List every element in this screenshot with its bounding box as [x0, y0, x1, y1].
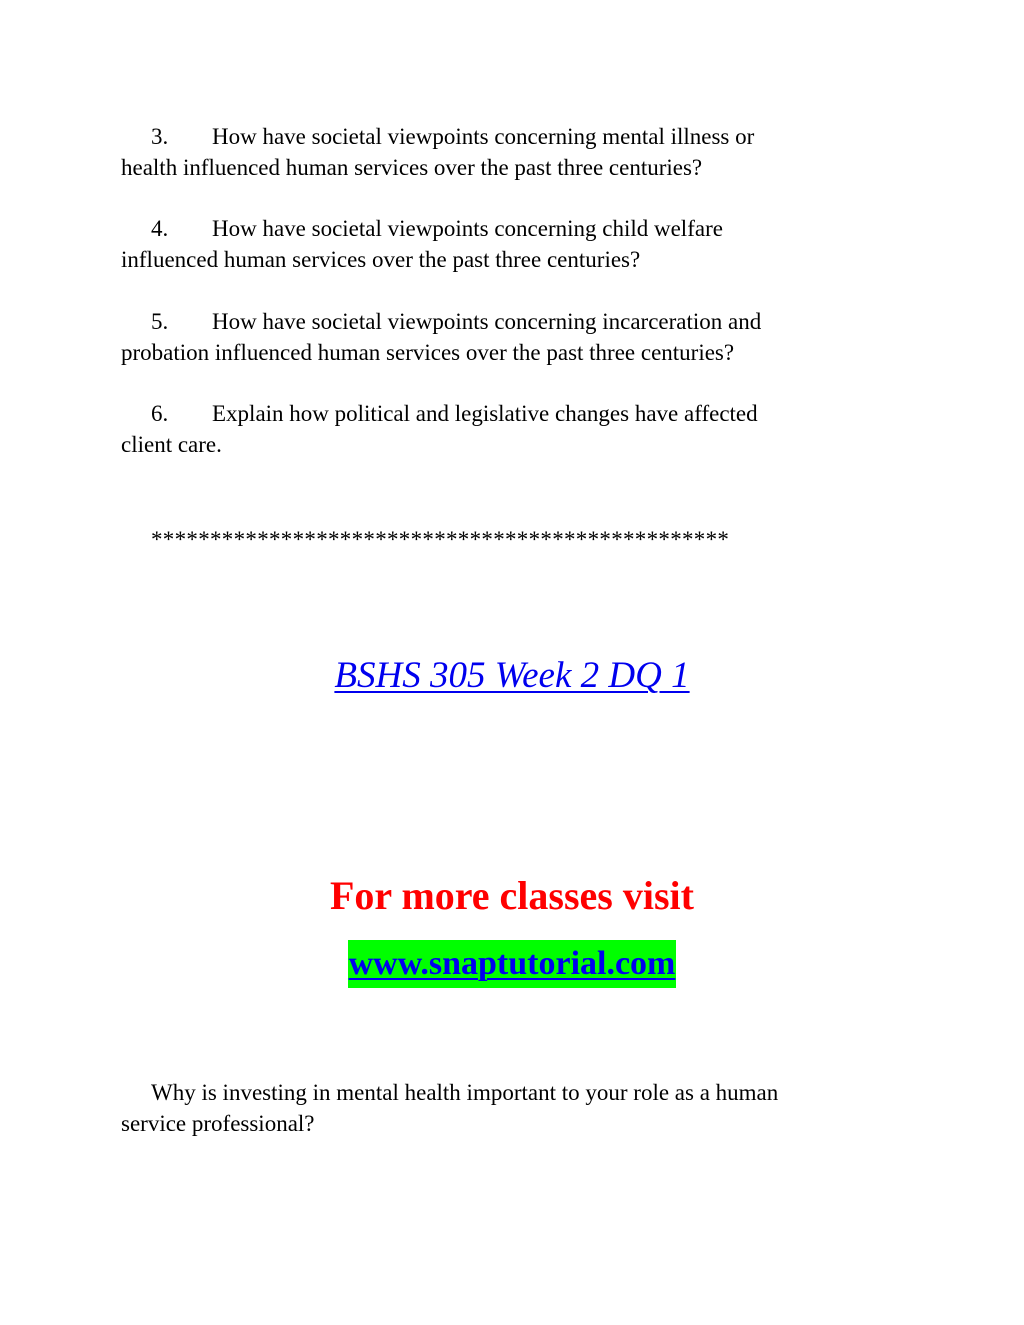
question-4 [121, 213, 891, 275]
question-text-line1: How have societal viewpoints concerning child welfare [212, 216, 723, 241]
separator: ************************************************* [151, 527, 730, 552]
question-text-line2: health influenced human services over the past three centuries? [121, 155, 703, 180]
discussion-question-line2: service professional? [121, 1111, 315, 1136]
question-number: 5. [151, 309, 169, 334]
discussion-question [121, 1077, 891, 1139]
site-link[interactable]: www.snaptutorial.com [348, 940, 677, 988]
site-link-wrapper [0, 940, 1024, 988]
course-link[interactable]: BSHS 305 Week 2 DQ 1 [334, 655, 690, 696]
question-text-line1: How have societal viewpoints concerning incarceration and [212, 309, 762, 334]
discussion-question-line1: Why is investing in mental health important to your role as a human [151, 1080, 779, 1105]
question-text-line1: How have societal viewpoints concerning mental illness or [212, 124, 755, 149]
promo-heading: For more classes visit [329, 873, 694, 918]
question-text-line2: influenced human services over the past three centuries? [121, 247, 641, 272]
question-3 [121, 121, 891, 183]
question-6 [121, 398, 891, 460]
question-number: 6. [151, 401, 169, 426]
question-text-line2: client care. [121, 432, 222, 457]
question-number: 3. [151, 124, 169, 149]
question-number: 4. [151, 216, 169, 241]
question-text-line1: Explain how political and legislative changes have affected [212, 401, 758, 426]
question-5 [121, 306, 891, 368]
question-text-line2: probation influenced human services over the past three centuries? [121, 340, 735, 365]
